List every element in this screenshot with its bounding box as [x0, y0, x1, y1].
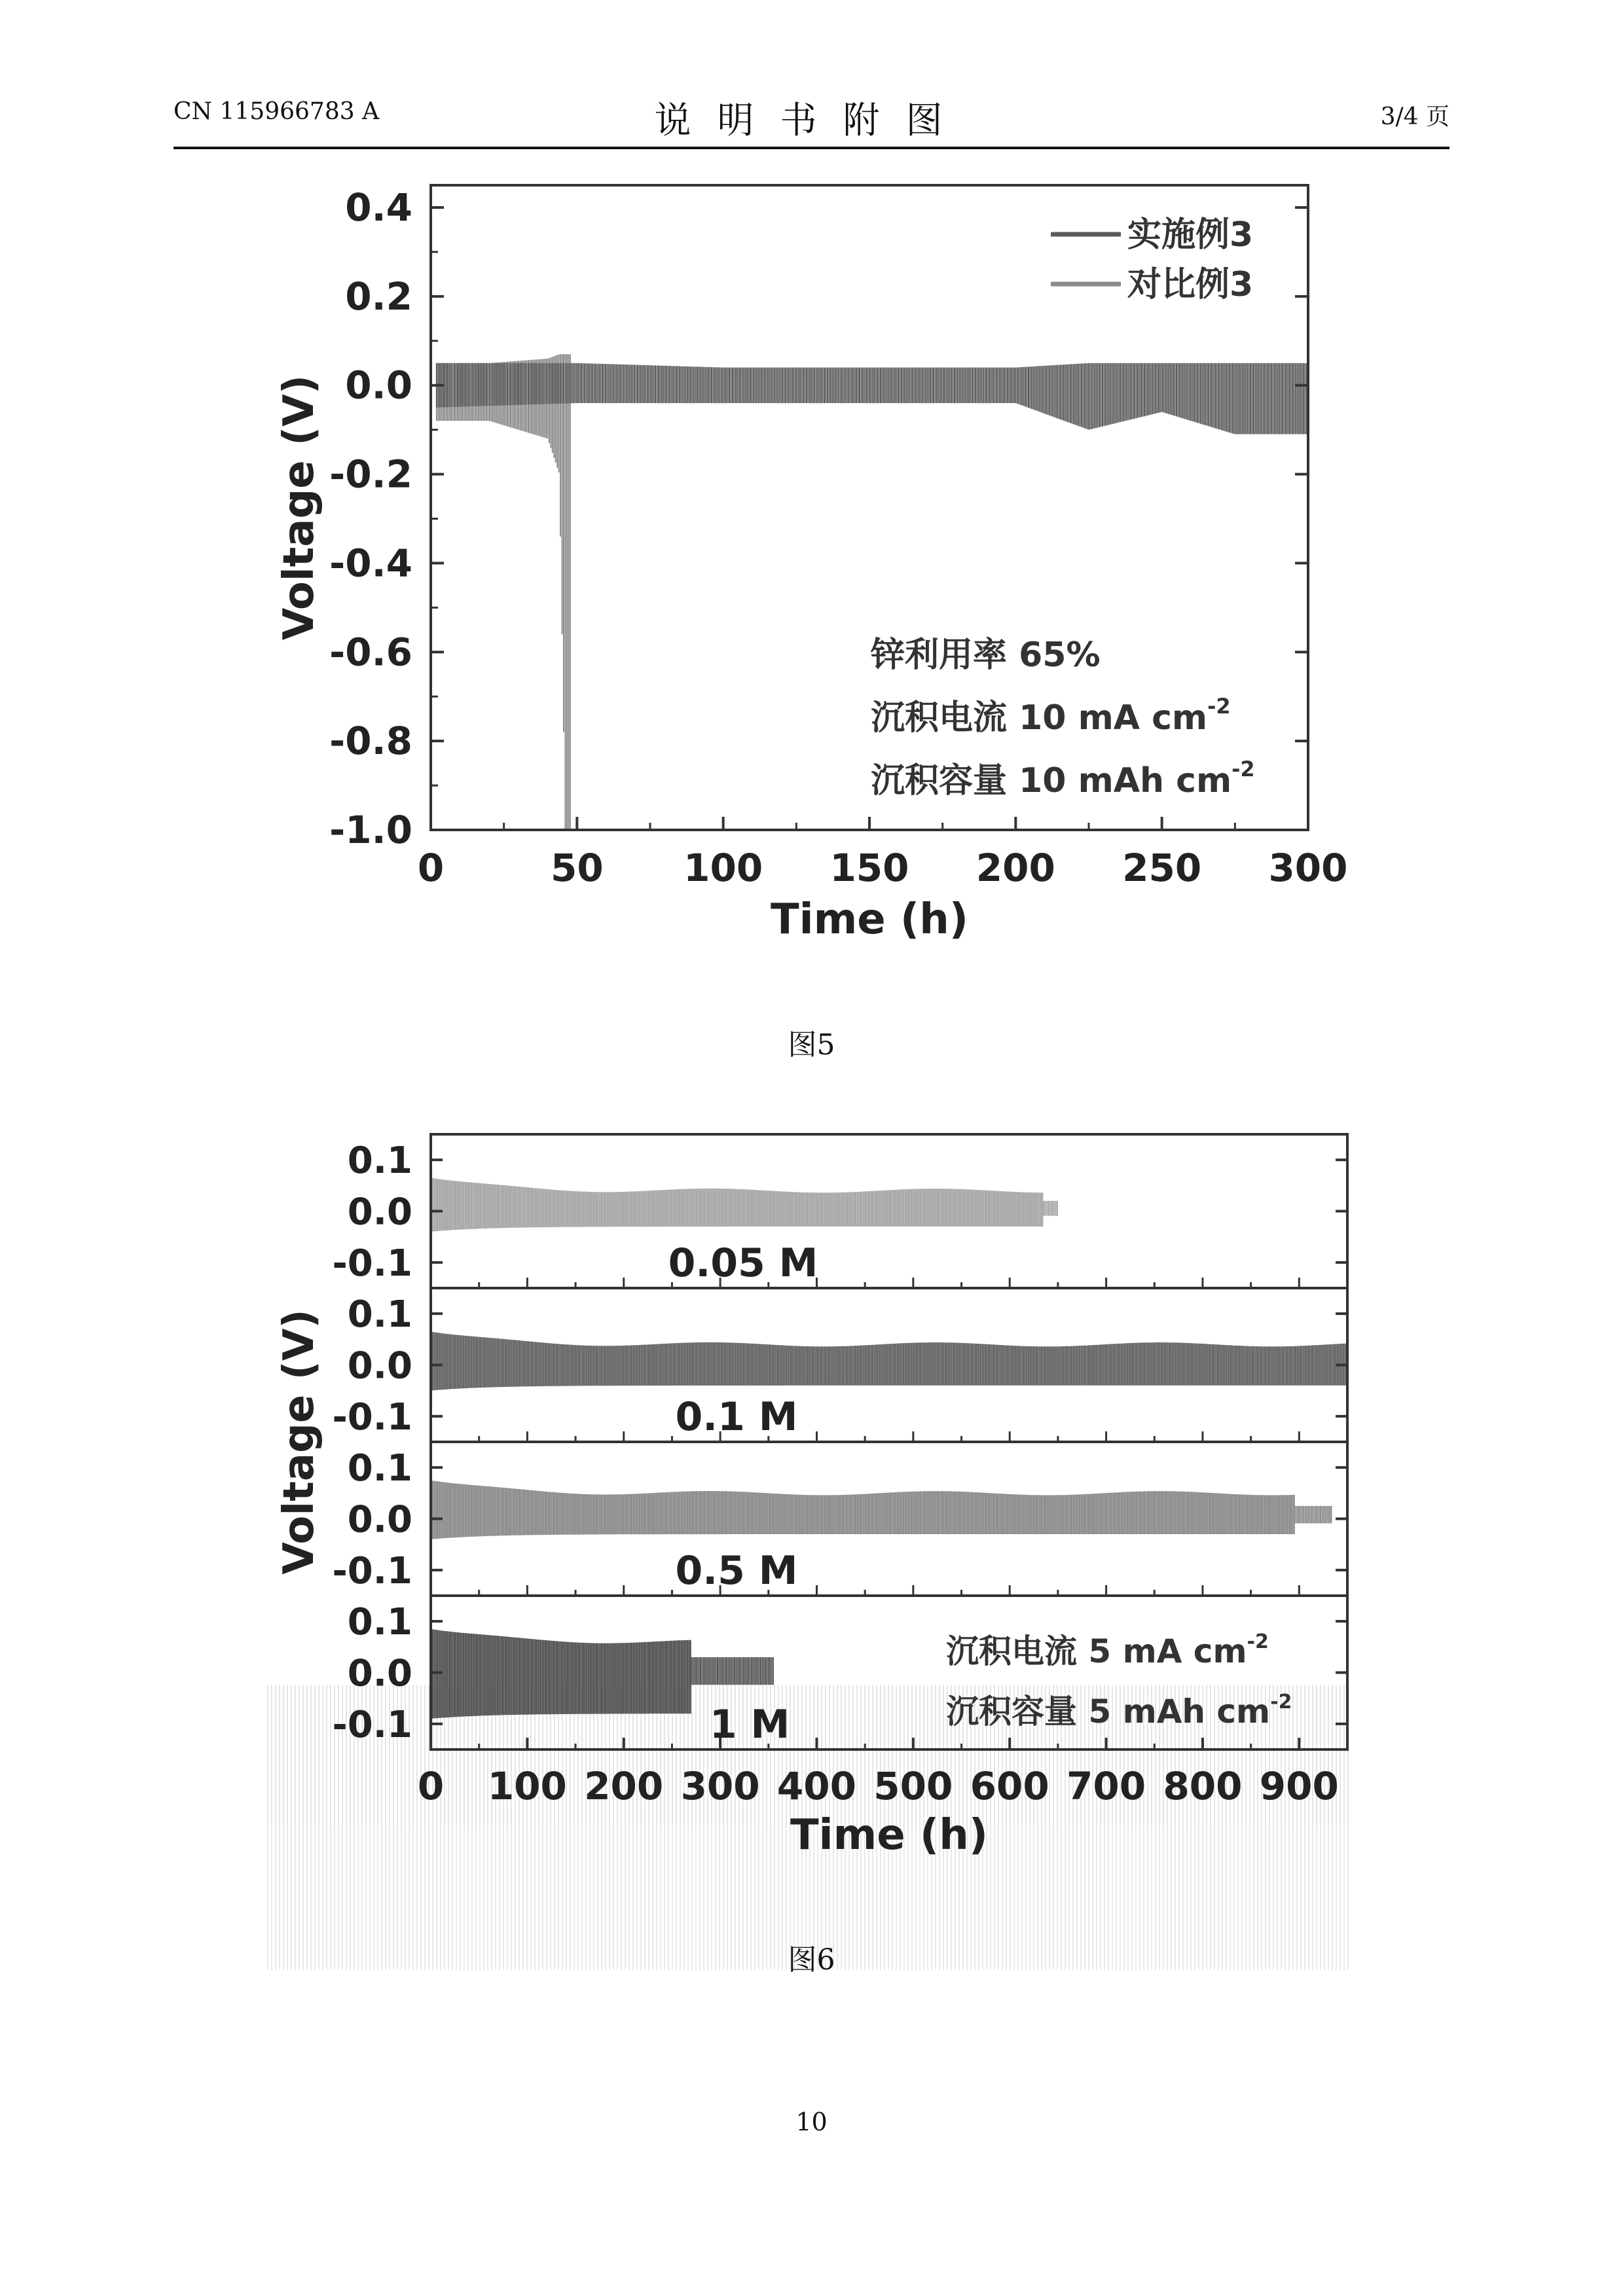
legend-label: 对比例3 [1127, 265, 1254, 304]
x-tick-label: 0 [417, 1764, 445, 1808]
x-tick-label: 500 [873, 1764, 953, 1808]
annotation-line: 沉积电流 10 mA $cm^{-2}$ [871, 694, 1231, 738]
annotation-line: 锌利用率 65% [871, 636, 1101, 675]
figure-6-chart [0, 1073, 1623, 2029]
legend-label: 实施例3 [1127, 215, 1254, 255]
y-tick-label: -0.2 [329, 452, 412, 497]
y-tick-label: -1.0 [329, 808, 412, 852]
x-tick-label: 700 [1067, 1764, 1146, 1808]
panel-label: 1 M [709, 1702, 790, 1748]
x-tick-label: 800 [1163, 1764, 1243, 1808]
y-tick-label: 0.1 [347, 1601, 412, 1644]
panel-label: 0.1 M [675, 1394, 798, 1440]
document-number: CN 115966783 A [173, 98, 380, 125]
y-tick-label: 0.0 [347, 1344, 412, 1388]
x-tick-label: 300 [1268, 846, 1348, 890]
x-tick-label: 900 [1259, 1764, 1339, 1808]
y-tick-label: -0.1 [332, 1549, 412, 1592]
x-tick-label: 0 [417, 846, 445, 890]
y-axis-label: Voltage (V) [275, 1309, 323, 1575]
y-tick-label: 0.2 [345, 274, 412, 319]
figure-5-chart [0, 0, 1623, 1021]
x-tick-label: 150 [830, 846, 909, 890]
page-number: 10 [795, 2108, 828, 2136]
panel-label: 0.5 M [675, 1548, 798, 1594]
y-axis-label: Voltage (V) [275, 374, 323, 641]
conditions-annotation [870, 636, 1255, 800]
y-tick-label: 0.1 [347, 1293, 412, 1336]
annotation-superscript: -2 [1207, 694, 1231, 719]
y-tick-label: -0.1 [332, 1703, 412, 1746]
y-tick-label: -0.6 [329, 630, 412, 675]
panel-trace-tail [1294, 1506, 1332, 1524]
panel-trace [433, 1629, 691, 1718]
x-tick-label: 200 [976, 846, 1055, 890]
figure-5-caption: 图5 [788, 1028, 835, 1062]
x-tick-label: 100 [684, 846, 763, 890]
y-tick-label: 0.0 [347, 1652, 412, 1695]
y-tick-label: 0.0 [345, 363, 412, 408]
page-of: 3/4 页 [1380, 103, 1450, 130]
x-tick-label: 400 [776, 1764, 857, 1808]
panel-01M [333, 1288, 1347, 1442]
annotation-superscript: -2 [1270, 1691, 1292, 1713]
y-tick-label: -0.1 [332, 1242, 412, 1285]
panel-005M [333, 1134, 1347, 1288]
annotation-line: 沉积电流 5 mA $cm^{-2}$ [946, 1630, 1269, 1670]
x-tick-label: 200 [584, 1764, 664, 1808]
panel-05M [333, 1442, 1347, 1596]
legend [1051, 215, 1253, 304]
annotation-line: 沉积容量 10 mAh $cm^{-2}$ [871, 757, 1255, 800]
series-comparative-3 [437, 354, 570, 830]
figure-6-caption: 图6 [788, 1943, 835, 1977]
panel-trace-tail [691, 1657, 773, 1685]
x-tick-label: 600 [970, 1764, 1049, 1808]
conditions-annotation [946, 1630, 1292, 1731]
annotation-superscript: -2 [1231, 757, 1255, 781]
y-tick-label: 0.1 [347, 1139, 412, 1183]
y-tick-label: 0.4 [345, 185, 412, 230]
x-tick-label: 250 [1122, 846, 1202, 890]
y-tick-label: 0.1 [347, 1447, 412, 1490]
y-tick-label: 0.0 [347, 1498, 412, 1541]
panel-trace [433, 1332, 1347, 1390]
x-tick-label: 50 [550, 846, 604, 890]
panel-label: 0.05 M [668, 1240, 818, 1286]
annotation-superscript: -2 [1247, 1630, 1269, 1653]
y-tick-label: 0.0 [347, 1191, 412, 1234]
y-tick-label: -0.1 [332, 1395, 412, 1439]
series-trace [437, 354, 570, 830]
annotation-line: 沉积容量 5 mAh $cm^{-2}$ [946, 1691, 1292, 1731]
panel-trace [433, 1178, 1042, 1232]
y-tick-label: -0.8 [329, 719, 412, 764]
panel-trace-tail [1044, 1201, 1057, 1216]
x-axis-label: Time (h) [770, 895, 969, 944]
x-tick-label: 300 [680, 1764, 760, 1808]
x-axis-label: Time (h) [790, 1811, 989, 1859]
y-tick-label: -0.4 [329, 541, 412, 586]
section-title: 说明书附图 [654, 99, 969, 142]
x-tick-label: 100 [487, 1764, 567, 1808]
panel-trace [433, 1480, 1294, 1539]
